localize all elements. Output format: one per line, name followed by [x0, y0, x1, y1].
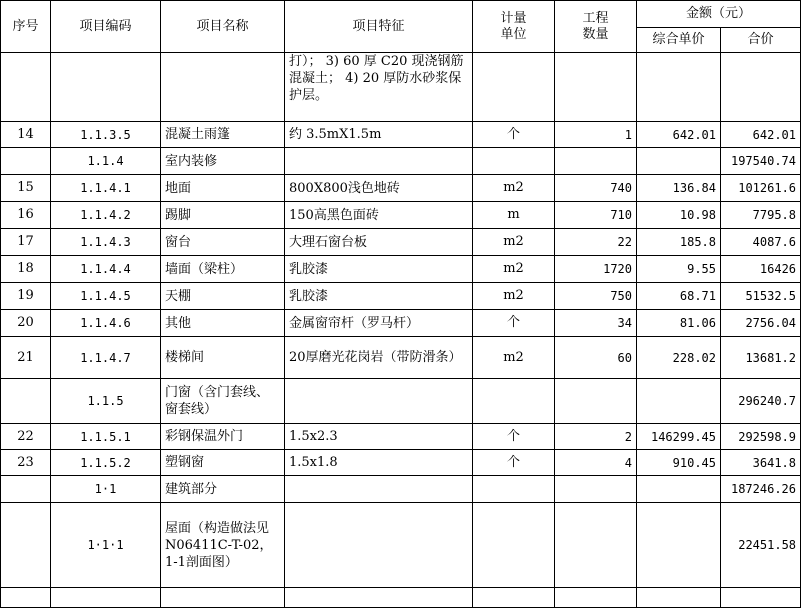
- cell-code: 1.1.4.7: [51, 337, 161, 379]
- cell-unit-price: 146299.45: [637, 424, 721, 450]
- cell-unit-price: 910.45: [637, 450, 721, 476]
- cell-seq: 20: [1, 310, 51, 337]
- cell-feature: 乳胶漆: [285, 256, 473, 283]
- cell-unit-price: 642.01: [637, 122, 721, 148]
- cell-feature: 1.5x2.3: [285, 424, 473, 450]
- cell-feature: 800X800浅色地砖: [285, 175, 473, 202]
- cell-code: 1.1.5: [51, 379, 161, 424]
- cell-name: 天棚: [161, 283, 285, 310]
- cell-feature: 金属窗帘杆（罗马杆）: [285, 310, 473, 337]
- cell-name: 混凝土雨篷: [161, 122, 285, 148]
- cell-qty: [555, 53, 637, 122]
- cell-total: 4087.6: [721, 229, 801, 256]
- cell-feature: 大理石窗台板: [285, 229, 473, 256]
- cell-unit-price: 81.06: [637, 310, 721, 337]
- cell-name: 屋面（构造做法见N06411C-T-02，1-1剖面图）: [161, 503, 285, 588]
- table-header: [1, 1, 801, 53]
- cell-qty: 4: [555, 450, 637, 476]
- cell-name: 地面: [161, 175, 285, 202]
- cell-unit: m2: [473, 175, 555, 202]
- cell-feature: [285, 588, 473, 608]
- cell-unit-price: 228.02: [637, 337, 721, 379]
- cell-unit: [473, 476, 555, 503]
- cell-code: [51, 588, 161, 608]
- table-row: [1, 476, 801, 503]
- cell-qty: 1: [555, 122, 637, 148]
- cell-name: 楼梯间: [161, 337, 285, 379]
- cell-seq: [1, 476, 51, 503]
- table-body: [1, 53, 801, 608]
- cell-unit-price: [637, 588, 721, 608]
- cell-unit: 个: [473, 424, 555, 450]
- cell-name: 墙面（梁柱）: [161, 256, 285, 283]
- cell-code: 1.1.4.1: [51, 175, 161, 202]
- cell-name: 窗台: [161, 229, 285, 256]
- cell-code: 1.1.3.5: [51, 122, 161, 148]
- cell-code: [51, 53, 161, 122]
- table-row: [1, 503, 801, 588]
- cell-unit: [473, 148, 555, 175]
- cell-code: 1.1.4.2: [51, 202, 161, 229]
- table-row: [1, 424, 801, 450]
- cell-qty: 22: [555, 229, 637, 256]
- cell-seq: [1, 148, 51, 175]
- cell-total: 296240.7: [721, 379, 801, 424]
- cell-code: 1.1.5.2: [51, 450, 161, 476]
- cell-unit: m2: [473, 229, 555, 256]
- table-row: [1, 202, 801, 229]
- cell-seq: 15: [1, 175, 51, 202]
- cell-qty: [555, 503, 637, 588]
- cell-seq: [1, 503, 51, 588]
- cell-total: 22451.58: [721, 503, 801, 588]
- cell-unit-price: [637, 379, 721, 424]
- cell-qty: 34: [555, 310, 637, 337]
- table-row: [1, 229, 801, 256]
- cell-code: 1.1.4.6: [51, 310, 161, 337]
- cell-qty: [555, 148, 637, 175]
- cell-seq: 19: [1, 283, 51, 310]
- header-unit: 计量 单位: [473, 1, 555, 53]
- cell-unit-price: 10.98: [637, 202, 721, 229]
- header-amount: 金额（元）: [637, 1, 801, 28]
- cell-unit: [473, 588, 555, 608]
- header-seq: 序号: [1, 1, 51, 53]
- cell-qty: 1720: [555, 256, 637, 283]
- table-row: [1, 379, 801, 424]
- table-row: [1, 310, 801, 337]
- table-row: [1, 122, 801, 148]
- cell-name: 室内装修: [161, 148, 285, 175]
- header-code: 项目编码: [51, 1, 161, 53]
- cell-unit: m2: [473, 283, 555, 310]
- cell-code: 1·1: [51, 476, 161, 503]
- cell-seq: 22: [1, 424, 51, 450]
- cell-name: 其他: [161, 310, 285, 337]
- cell-total: 51532.5: [721, 283, 801, 310]
- table-row: [1, 175, 801, 202]
- cell-total: 13681.2: [721, 337, 801, 379]
- cell-qty: 740: [555, 175, 637, 202]
- table-row: [1, 588, 801, 608]
- cell-name: 门窗（含门套线、窗套线）: [161, 379, 285, 424]
- cell-qty: 750: [555, 283, 637, 310]
- cell-unit-price: [637, 503, 721, 588]
- cell-feature: [285, 379, 473, 424]
- table-row: [1, 283, 801, 310]
- cell-feature: [285, 476, 473, 503]
- cell-name: 建筑部分: [161, 476, 285, 503]
- cell-code: 1.1.4.4: [51, 256, 161, 283]
- cell-qty: [555, 379, 637, 424]
- cell-unit: m2: [473, 337, 555, 379]
- cell-code: 1.1.4: [51, 148, 161, 175]
- cell-unit-price: [637, 476, 721, 503]
- cell-qty: 710: [555, 202, 637, 229]
- cell-feature: [285, 148, 473, 175]
- cell-qty: [555, 476, 637, 503]
- cell-code: 1.1.4.5: [51, 283, 161, 310]
- cell-seq: [1, 53, 51, 122]
- cell-feature: 乳胶漆: [285, 283, 473, 310]
- cell-qty: 60: [555, 337, 637, 379]
- cell-unit-price: [637, 53, 721, 122]
- cell-unit: [473, 503, 555, 588]
- cell-feature: 约 3.5mX1.5m: [285, 122, 473, 148]
- cell-total: [721, 588, 801, 608]
- cell-seq: 14: [1, 122, 51, 148]
- cell-total: 7795.8: [721, 202, 801, 229]
- cell-seq: 17: [1, 229, 51, 256]
- cell-unit-price: 136.84: [637, 175, 721, 202]
- cell-code: 1·1·1: [51, 503, 161, 588]
- cell-code: 1.1.4.3: [51, 229, 161, 256]
- header-unit-price: 综合单价: [637, 28, 721, 53]
- cell-unit-price: 9.55: [637, 256, 721, 283]
- cell-feature: 150高黑色面砖: [285, 202, 473, 229]
- cell-seq: 23: [1, 450, 51, 476]
- header-qty: 工程 数量: [555, 1, 637, 53]
- cell-unit: 个: [473, 450, 555, 476]
- cell-qty: [555, 588, 637, 608]
- cell-total: 3641.8: [721, 450, 801, 476]
- table-row: [1, 148, 801, 175]
- cell-total: 187246.26: [721, 476, 801, 503]
- table-row: [1, 53, 801, 122]
- cell-unit-price: [637, 148, 721, 175]
- cell-name: 踢脚: [161, 202, 285, 229]
- cell-unit: [473, 53, 555, 122]
- table-row: [1, 337, 801, 379]
- cell-feature: 1.5x1.8: [285, 450, 473, 476]
- cell-seq: 16: [1, 202, 51, 229]
- cell-total: 292598.9: [721, 424, 801, 450]
- cell-feature: [285, 503, 473, 588]
- cell-name: [161, 588, 285, 608]
- cell-code: 1.1.5.1: [51, 424, 161, 450]
- cell-seq: 21: [1, 337, 51, 379]
- cell-total: 16426: [721, 256, 801, 283]
- cell-seq: [1, 588, 51, 608]
- cell-total: 642.01: [721, 122, 801, 148]
- cell-total: 2756.04: [721, 310, 801, 337]
- cell-unit-price: 185.8: [637, 229, 721, 256]
- cell-total: 101261.6: [721, 175, 801, 202]
- cell-unit-price: 68.71: [637, 283, 721, 310]
- cell-qty: 2: [555, 424, 637, 450]
- header-feature: 项目特征: [285, 1, 473, 53]
- cell-feature: 20厚磨光花岗岩（带防滑条）: [285, 337, 473, 379]
- cell-name: 彩钢保温外门: [161, 424, 285, 450]
- cell-name: [161, 53, 285, 122]
- cell-unit: 个: [473, 310, 555, 337]
- cell-unit: m: [473, 202, 555, 229]
- cell-unit: 个: [473, 122, 555, 148]
- cell-seq: [1, 379, 51, 424]
- cell-total: [721, 53, 801, 122]
- cell-seq: 18: [1, 256, 51, 283]
- cell-feature: 打）； 3) 60 厚 C20 现浇钢筋混凝土； 4) 20 厚防水砂浆保护层。: [285, 53, 473, 122]
- header-name: 项目名称: [161, 1, 285, 53]
- table-row: [1, 450, 801, 476]
- cell-unit: [473, 379, 555, 424]
- cell-name: 塑钢窗: [161, 450, 285, 476]
- table-row: [1, 256, 801, 283]
- header-total: 合价: [721, 28, 801, 53]
- cell-unit: m2: [473, 256, 555, 283]
- cell-total: 197540.74: [721, 148, 801, 175]
